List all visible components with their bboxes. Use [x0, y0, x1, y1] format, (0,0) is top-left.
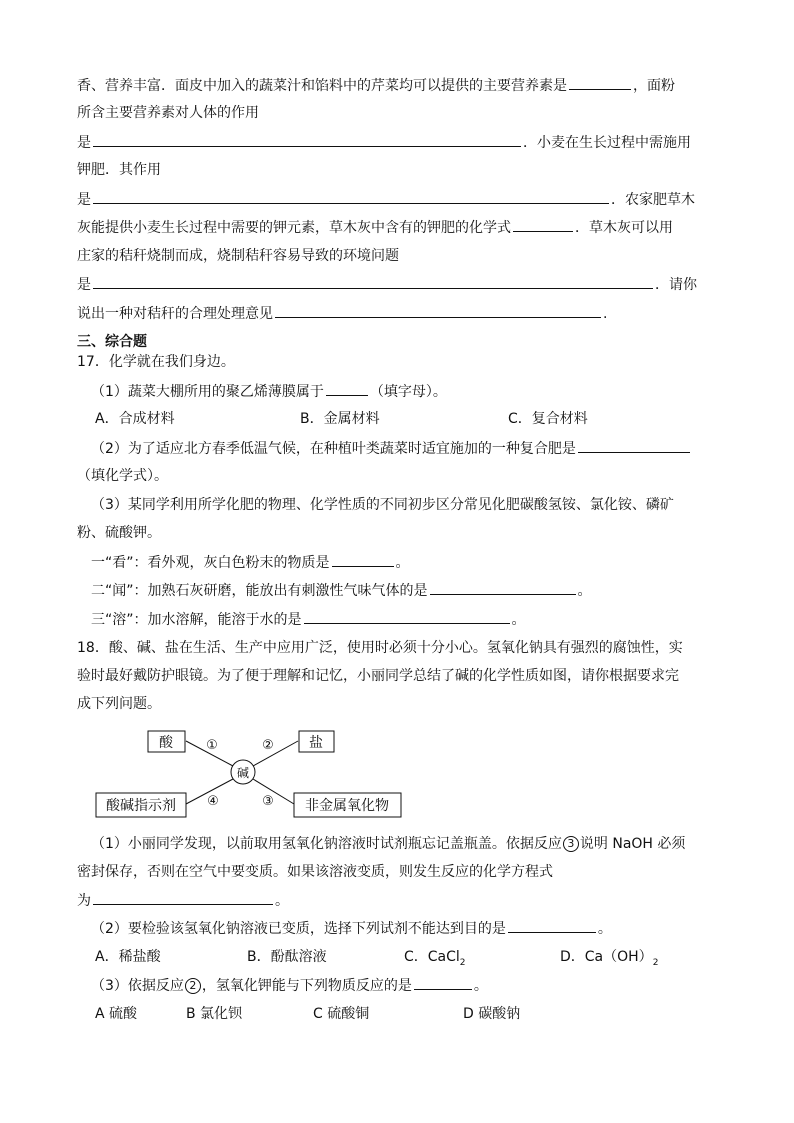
q17-text: （2）为了适应北方春季低温气候，在种植叶类蔬菜时适宜施加的一种复合肥是 [91, 441, 576, 457]
q16-text: 庄家的秸秆烧制而成，烧制秸秆容易导致的环境问题 [77, 248, 399, 264]
q17-text: 。 [577, 583, 592, 599]
q16-text: 是 [77, 192, 91, 208]
option-d[interactable] [560, 947, 658, 973]
option-b[interactable]: B．金属材料 [300, 411, 380, 427]
q17-part-3-cont: 粉、硫酸钾。 [77, 525, 161, 541]
answer-blank[interactable] [414, 975, 472, 990]
q18-stem-3: 成下列问题。 [77, 696, 161, 712]
subscript: 2 [652, 957, 659, 968]
q18-text: 说明 NaOH 必须 [579, 836, 686, 852]
circled-number-2: 2 [185, 978, 201, 994]
q17-part-3: （3）某同学利用所学化肥的物理、化学性质的不同初步区分常见化肥碳酸氢铵、氯化铵、磷矿 [91, 497, 674, 513]
circled-number-3: 3 [563, 836, 579, 852]
q18-text: 。 [275, 893, 289, 909]
option-c-text: C．CaCl [404, 949, 460, 965]
reaction-number-3: ③ [262, 794, 274, 809]
reaction-number-2: ② [262, 738, 274, 753]
option-d-text: D．Ca（OH） [560, 949, 653, 965]
q17-text: 。 [395, 555, 410, 571]
reaction-number-1: ① [206, 738, 218, 753]
option-a[interactable]: A．合成材料 [95, 411, 175, 427]
q18-stem-1: 18．酸、碱、盐在生活、生产中应用广泛，使用时必须十分小心。氢氧化钠具有强烈的腐蚀性，实 [77, 640, 683, 656]
label-salt: 盐 [309, 735, 323, 751]
q16-text: 钾肥．其作用 [77, 162, 161, 178]
option-b[interactable]: B．酚酞溶液 [247, 949, 327, 965]
q17-part-2-cont: （填化学式）。 [77, 468, 168, 484]
q18-part-1 [91, 834, 685, 854]
q18-stem-2: 验时最好戴防护眼镜。为了便于理解和记忆，小丽同学总结了碱的化学性质如图，请你根据要求完 [77, 668, 679, 684]
q16-text: 灰能提供小麦生长过程中需要的钾元素，草木灰中含有的钾肥的化学式 [77, 220, 511, 236]
label-indicator: 酸碱指示剂 [106, 798, 176, 814]
q16-text: 香、营养丰富．面皮中加入的蔬菜汁和馅料中的芹菜均可以提供的主要营养素是 [77, 78, 567, 94]
q16-text: 是 [77, 277, 91, 293]
section-title: 三、综合题 [77, 334, 147, 350]
connector-salt [253, 741, 298, 766]
q16-text: ．小麦在生长过程中需施用 [523, 135, 691, 151]
option-c[interactable]: C．复合材料 [508, 411, 588, 427]
q16-text: ，面粉 [633, 78, 675, 94]
q16-text: ．农家肥草木 [611, 192, 695, 208]
q17-text: 二“闻”：加熟石灰研磨，能放出有刺激性气味气体的是 [91, 583, 428, 599]
option-d[interactable]: D 碳酸钠 [463, 1006, 521, 1022]
label-oxide: 非金属氧化物 [305, 798, 389, 814]
q16-text: 所含主要营养素对人体的作用 [77, 105, 259, 121]
q16-text: . [603, 306, 608, 322]
q18-text: ，氢氧化钾能与下列物质反应的是 [201, 978, 412, 994]
q18-part-3 [91, 975, 488, 996]
option-c[interactable]: C 硫酸铜 [313, 1006, 370, 1022]
q17-text: 。 [511, 612, 526, 628]
option-a[interactable]: A．稀盐酸 [95, 949, 161, 965]
option-b[interactable]: B 氯化钡 [186, 1006, 243, 1022]
q17-text: 一“看”：看外观，灰白色粉末的物质是 [91, 555, 330, 571]
label-acid: 酸 [159, 735, 173, 751]
q16-text: 是 [77, 135, 91, 151]
q16-text: ．请你 [655, 277, 697, 293]
q17-text: （1）蔬菜大棚所用的聚乙烯薄膜属于 [91, 384, 324, 400]
q17-stem: 17．化学就在我们身边。 [77, 354, 235, 370]
q18-text: 。 [597, 921, 612, 937]
q17-text: （填字母）。 [369, 384, 447, 400]
q16-text: ．草木灰可以用 [575, 220, 673, 236]
q18-text: （1）小丽同学发现，以前取用氢氧化钠溶液时试剂瓶忘记盖瓶盖。依据反应 [91, 836, 562, 852]
answer-blank[interactable] [508, 918, 596, 933]
subscript: 2 [459, 957, 466, 968]
q18-part-1-answer [77, 890, 289, 911]
label-base: 碱 [236, 766, 250, 780]
q18-text: 。 [473, 978, 488, 994]
answer-blank[interactable] [93, 890, 273, 905]
q18-text: 为 [77, 893, 91, 909]
reaction-number-4: ④ [207, 794, 219, 809]
q17-text: 三“溶”：加水溶解，能溶于水的是 [91, 612, 302, 628]
q16-text: 说出一种对秸秆的合理处理意见 [77, 306, 273, 322]
q18-part-1-cont: 密封保存，否则在空气中要变质。如果该溶液变质，则发生反应的化学方程式 [77, 864, 553, 880]
q18-part-2 [91, 918, 612, 939]
option-a[interactable]: A 硫酸 [95, 1006, 138, 1022]
q18-text: （2）要检验该氢氧化钠溶液已变质，选择下列试剂不能达到目的是 [91, 921, 506, 937]
q18-text: （3）依据反应 [91, 978, 184, 994]
option-c[interactable] [404, 947, 466, 973]
